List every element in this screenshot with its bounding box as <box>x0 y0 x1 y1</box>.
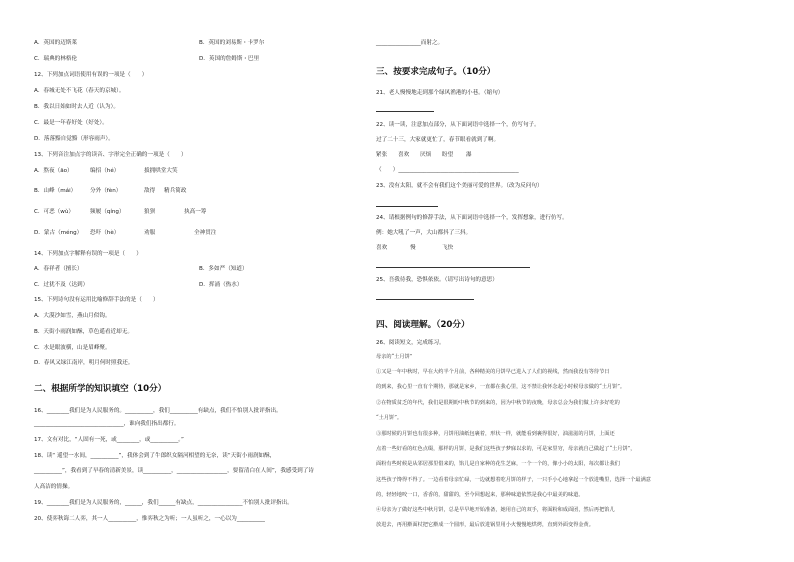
q24-word-1: 喜欢 <box>376 245 388 251</box>
q18-text: 18、读“ 遥望一水间，__________”，我体会到了牛郎织女隔河相望的无奈，读“天街小雨润如酥， <box>34 453 276 459</box>
q19-text: 19、________我们是为人民服务的，______，我们______有缺点，________________不怕别人批评指出。 <box>34 500 293 506</box>
story-line-9: 的，轻轻地咬一口，香香的，甜甜的，至今回想起来，那种味道依然是我心中最美的味道。 <box>376 492 584 498</box>
q26-text: 26、阅读短文，完成练习。 <box>376 340 445 346</box>
q23-answer-line[interactable] <box>376 206 438 207</box>
q15-option-c[interactable]: C．水是眼波横，山是眉峰聚。 <box>34 345 111 351</box>
q22-text: 22、读一读，注意加点部分，从下面词语中选择一个，仿写句子。 <box>376 122 540 128</box>
story-line-4: “土月饼”。 <box>376 415 403 421</box>
q11-option-c[interactable]: C．瑞典的林格伦 <box>34 56 78 62</box>
section-4-heading: 四、阅读理解。（20分） <box>376 320 470 330</box>
q13-a-3: 拔拥哄堂大笑 <box>144 168 178 174</box>
q16-text: 16、________我们是为人民服务的。__________，我们__________有缺点，我们不怕别人批评指出。 <box>34 408 282 414</box>
q13-d-2: 恐吓（hè） <box>90 230 120 236</box>
q14-question: 14、下列加点字解释有误的一项是（ ） <box>34 251 142 257</box>
q18-text-cont: __________”，我看到了早春的清新美景，读__________，__________________，要留清白在人间”，我感受到了诗 <box>34 468 314 474</box>
story-line-2: 的到来，我心里一直有个期待，那就是家乡，一直都在我心里，这不禁让我怀念起小时候母亲做的“土月饼”。 <box>376 384 626 390</box>
q13-d-1: D．蒙古（méng） <box>34 230 83 236</box>
story-title: 母亲的“土月饼” <box>376 354 413 360</box>
q25-text: 25、吾我待我，恐惧依依。（请写出诗句的意思） <box>376 277 498 283</box>
q11-option-a[interactable]: A．英国的迈斯莱 <box>34 40 77 46</box>
q16-text-cont: ________________________________，谁向我们指出都行。 <box>34 421 180 427</box>
q22-answer-blank[interactable]: （ ）___________________________________________ <box>376 167 519 173</box>
q15-option-a[interactable]: A．大漠沙如雪，燕山月似钩。 <box>34 313 111 319</box>
q14-option-d[interactable]: D．挥涌（热水） <box>199 282 243 288</box>
q12-option-c[interactable]: C．最是一年春好处（好处）。 <box>34 120 108 126</box>
story-line-1: ①又是一年中秋时，早在大约半个月前，各种精美的月饼早已进入了人们的视线，然而我没有等待节日 <box>376 369 610 375</box>
q13-b-2: 分外（fèn） <box>90 188 122 194</box>
q18-text-end: 人高洁的情操。 <box>34 484 74 490</box>
q14-option-a[interactable]: A．春祥者（擅长） <box>34 266 83 272</box>
q17-text: 17、文有对比，“人固有一死，或________，或__________。” <box>34 437 184 443</box>
q13-b-4: 精兵简政 <box>164 188 187 194</box>
q21-answer-line[interactable] <box>376 111 434 112</box>
q24-text: 24、请根据例句的修辞手法，从下面词语中选择一个，发挥想象，进行仿写。 <box>376 215 568 221</box>
q22-word-2: 喜欢 <box>398 152 410 158</box>
q13-b-1: B．山峰（mái） <box>34 188 77 194</box>
story-line-8: 这些孩子馋得不得了。一边看着母亲忙碌，一边就想着吃月饼的样子，一只手小心地拿起一个放进嘴里，选择一个最满意 <box>376 477 651 483</box>
story-line-11: 放进去，再用擀面杖把它擀成一个圆形，最后放进锅里用小火慢慢地烘烤，直到外面变得金黄。 <box>376 522 594 528</box>
q13-b-3: 敌得 <box>144 188 156 194</box>
q22-word-4: 盼望 <box>442 152 454 158</box>
q20-ending: ________________而射之。 <box>376 40 444 46</box>
q13-c-2: 频履（qíng） <box>90 209 125 215</box>
q13-d-3: 劝服 <box>144 230 156 236</box>
story-line-7: 面粉有些时候是从邻居那里借来的，馅儿是自家种的花生芝麻，一个一个的，像小小的太阳，每次都让我们 <box>376 461 620 467</box>
q11-option-b[interactable]: B．英国的刘易斯・卡罗尔 <box>199 40 265 46</box>
story-line-6: 点着一些好看的红色点缀，那样的月饼，是我们这些孩子梦寐以求的，可是家里穷，母亲就自己做起了“土月饼”， <box>376 446 636 452</box>
q24-answer-line[interactable] <box>376 267 530 268</box>
q11-option-d[interactable]: D．英国的詹姆斯・巴里 <box>199 56 260 62</box>
section-2-heading: 二、根据所学的知识填空（10分） <box>34 384 167 394</box>
q13-question: 13、下列音注加点字的读音、字形完全正确的一项是（ ） <box>34 152 187 158</box>
q13-c-3: 狼狈 <box>144 209 156 215</box>
q12-option-d[interactable]: D．落落黯自觉黯（形容雨声）。 <box>34 136 114 142</box>
q14-option-c[interactable]: C．过犹不及（达到） <box>34 282 89 288</box>
q15-option-d[interactable]: D．春风又绿江南岸，明月何时照我还。 <box>34 360 134 366</box>
story-line-5: ③那时候的月饼也有很多种，月饼用油纸包裹着，形状一样，就能看到裹得很好，油滋滋的月饼，上面还 <box>376 431 615 437</box>
q12-option-b[interactable]: B．我以日始如时去人近（认为）。 <box>34 104 119 110</box>
q20-text: 20、使弈秋诲二人弈，其一人__________，惟弈秋之为听；一人虽听之，一心以为__________ <box>34 516 265 522</box>
q14-option-b[interactable]: B．多如严（知道） <box>199 266 248 272</box>
q22-sample: 过了二十三，大家就更忙了，春节眼看就到了啊。 <box>376 137 500 143</box>
q23-text: 23、没有太阳，就不会有我们这个美丽可爱的世界。（改为反问句） <box>376 183 543 189</box>
q12-question: 12、下列加点词语使用有误的一项是（ ） <box>34 72 148 78</box>
q22-word-5: 瀑 <box>466 152 472 158</box>
section-3-heading: 三、按要求完成句子。（10分） <box>376 67 496 77</box>
q15-question: 15、下列诗句没有运用比喻修辞手法的是（ ） <box>34 297 159 303</box>
q12-option-a[interactable]: A．春城无处不飞花（春天的京城）。 <box>34 88 125 94</box>
q13-c-1: C．可恶（wù） <box>34 209 74 215</box>
story-line-3: ②在物质贫乏的年代，我们是很期盼中秋节的到来的，因为中秋节的夜晚，母亲总会为我们做上许多好吃的 <box>376 400 620 406</box>
q22-word-1: 紧张 <box>376 152 388 158</box>
q24-example: 例：她大吼了一声，大山都抖了三抖。 <box>376 230 472 236</box>
q24-word-3: 飞快 <box>442 245 454 251</box>
q21-text: 21、老人慢慢地走到那个绿风渔港的小巷。（缩句） <box>376 90 504 96</box>
q13-a-1: A．熬夜（āo） <box>34 168 73 174</box>
q13-a-2: 编招（hé） <box>90 168 120 174</box>
q22-word-3: 厌烦 <box>420 152 432 158</box>
q13-c-4: 执高一筹 <box>184 209 207 215</box>
q25-answer-line[interactable] <box>376 299 474 300</box>
q24-word-2: 慢 <box>410 245 416 251</box>
q13-d-4: 全神贯注 <box>194 230 217 236</box>
story-line-10: ④母亲为了做好这些中秋月饼，总是早早地开始准备，她用自己的双手，将面粉和成面团，然后再把馅儿 <box>376 507 615 513</box>
q15-option-b[interactable]: B．天街小雨润如酥，草色遥看近却无。 <box>34 329 133 335</box>
